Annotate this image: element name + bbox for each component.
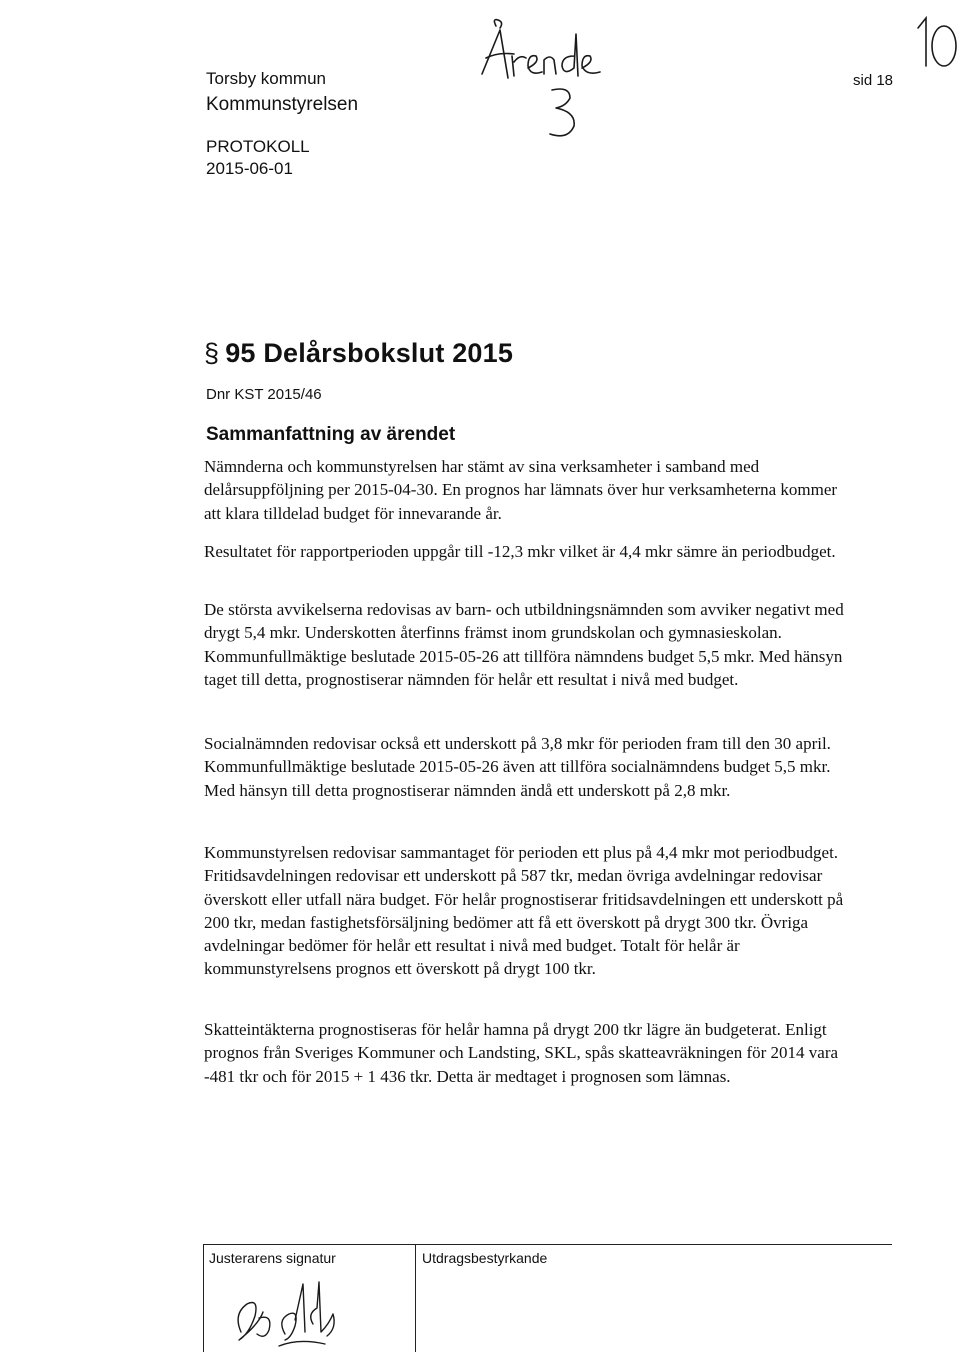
paragraph-text: Kommunstyrelsen redovisar sammantaget för perioden ett plus på 4,4 mkr mot periodbudget. Fritidsavdelningen redovisar ett underskott på 587 tkr, medan övriga avdelningar redovisar överskott eller utfall nära budget. För helår prognostiserar fritidsavdelningen ett underskott på 200 tkr, medan fastighetsförsäljning bedömer att få ett överskott på drygt 300 tkr. Övriga avdelningar bedömer för helår ett resultat i nivå med budget. Totalt för helår är kommunstyrelsens prognos ett överskott på drygt 100 tkr. — [204, 843, 844, 979]
paragraph-text: De största avvikelserna redovisas av barn- och utbildningsnämnden som avviker negativt med drygt 5,4 mkr. Underskotten återfinns främst inom grundskolan och gymnasieskolan. Kommunfullmäktige beslutade 2015-05-26 att tillföra nämndens budget 5,5 mkr. Med hänsyn taget till detta, prognostiserar nämnden för helår ett resultat i nivå med budget. — [204, 600, 844, 689]
municipality-name: Torsby kommun — [206, 69, 326, 88]
paragraph-text: Resultatet för rapportperioden uppgår till -12,3 mkr vilket är 4,4 mkr sämre än periodbudget. — [204, 542, 836, 561]
paragraph-4 — [204, 732, 844, 802]
signature-table-border — [203, 1244, 892, 1245]
paragraph-3 — [204, 598, 844, 691]
paragraph-text: Skatteintäkterna prognostiseras för helår hamna på drygt 200 tkr lägre än budgeterat. Enligt prognos från Sveriges Kommuner och Landsting, SKL, spås skatteavräkningen för 2014 vara -481 tkr och för 2015 + 1 436 tkr. Detta är medtaget i prognosen som lämnas. — [204, 1020, 839, 1086]
signature-table-divider — [415, 1244, 416, 1352]
extract-certification-label: Utdragsbestyrkande — [422, 1250, 548, 1266]
summary-heading: Sammanfattning av ärendet — [206, 424, 456, 445]
page-number: sid 18 — [853, 72, 894, 89]
paragraph-2 — [204, 540, 844, 563]
handwritten-agenda-note — [478, 16, 668, 156]
section-title — [204, 338, 513, 369]
paragraph-5 — [204, 841, 844, 981]
paragraph-6 — [204, 1018, 844, 1088]
paragraph-text: Socialnämnden redovisar också ett underskott på 3,8 mkr för perioden fram till den 30 april. Kommunfullmäktige beslutade 2015-05-26 även att tillföra socialnämndens budget 5,5 mkr. Med hänsyn till detta prognostiserar nämnden ändå ett underskott på 2,8 mkr. — [204, 734, 831, 800]
case-number: Dnr KST 2015/46 — [206, 386, 322, 403]
document-type: PROTOKOLL — [206, 137, 310, 156]
section-title-text: 95 Delårsbokslut 2015 — [225, 338, 514, 368]
meeting-date: 2015-06-01 — [206, 159, 293, 178]
committee-name: Kommunstyrelsen — [206, 94, 359, 115]
handwritten-signature — [229, 1274, 349, 1348]
signature-table-divider — [203, 1244, 204, 1352]
adjuster-signature-label: Justerarens signatur — [209, 1250, 336, 1266]
paragraph-1 — [204, 455, 844, 525]
signature-table — [203, 1244, 892, 1352]
paragraph-text: Nämnderna och kommunstyrelsen har stämt av sina verksamheter i samband med delårsuppföljning per 2015-04-30. En prognos har lämnats över hur verksamheterna kommer att klara tilldelad budget för innevarande år. — [204, 457, 838, 523]
handwritten-page-mark — [906, 10, 960, 80]
section-symbol: § — [204, 338, 220, 368]
